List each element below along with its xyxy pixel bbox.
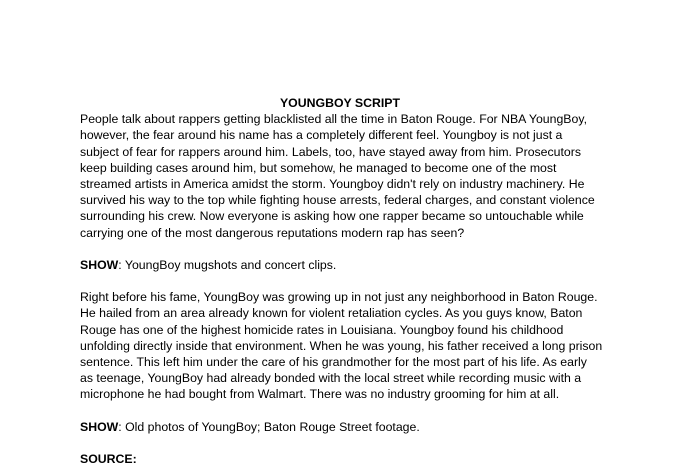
text-line: unfolding directly inside that environment. When he was young, his father received a long prison (80, 338, 603, 353)
text-line: however, the fear around his name has a completely different feel. Youngboy is not just a (80, 128, 563, 143)
text-line: as teenage, YoungBoy had already bonded with the local street while recording music with a (80, 371, 582, 386)
text-line: carrying one of the most dangerous reputations modern rap has seen? (80, 225, 465, 240)
show-label: SHOW (80, 257, 119, 272)
blank-line (80, 403, 600, 419)
blank-line (80, 241, 600, 257)
text-line: streamed artists in America amidst the storm. Youngboy didn't rely on industry machinery. He (80, 176, 585, 191)
paragraph-intro (80, 111, 600, 241)
document-page (80, 95, 603, 467)
text-line: keep building cases around him, but somehow, he managed to become one of the most (80, 160, 557, 175)
text-line: People talk about rappers getting blacklisted all the time in Baton Rouge. For NBA YoungBoy, (80, 112, 587, 127)
blank-line (80, 435, 600, 451)
blank-line (80, 273, 600, 289)
show-text: : YoungBoy mugshots and concert clips. (118, 257, 337, 272)
document-title: YOUNGBOY SCRIPT (279, 96, 401, 110)
show-cue (80, 257, 600, 273)
text-line: surrounding his crew. Now everyone is asking how one rapper became so untouchable while (80, 209, 584, 224)
source-label: SOURCE: (80, 452, 137, 467)
text-line: microphone he had bought from Walmart. There was no industry grooming for him at all. (80, 387, 560, 402)
text-line: He hailed from an area already known for violent retaliation cycles. As you guys know, Baton (80, 306, 583, 321)
text-line: Rouge has one of the highest homicide rates in Louisiana. Youngboy found his childhood (80, 322, 564, 337)
show-label: SHOW (80, 419, 119, 434)
show-text: : Old photos of YoungBoy; Baton Rouge Street footage. (118, 419, 420, 434)
text-line: sentence. This left him under the care of his grandmother for the most part of his life. As early (80, 355, 587, 369)
text-line: subject of fear for rappers around him. Labels, too, have stayed away from him. Prosecutors (80, 144, 582, 159)
show-cue (80, 419, 600, 435)
text-line: Right before his fame, YoungBoy was growing up in not just any neighborhood in Baton Rouge. (80, 290, 598, 305)
paragraph-background (80, 289, 603, 402)
text-line: survived his way to the top while fighting house arrests, federal charges, and constant violence (80, 193, 595, 208)
